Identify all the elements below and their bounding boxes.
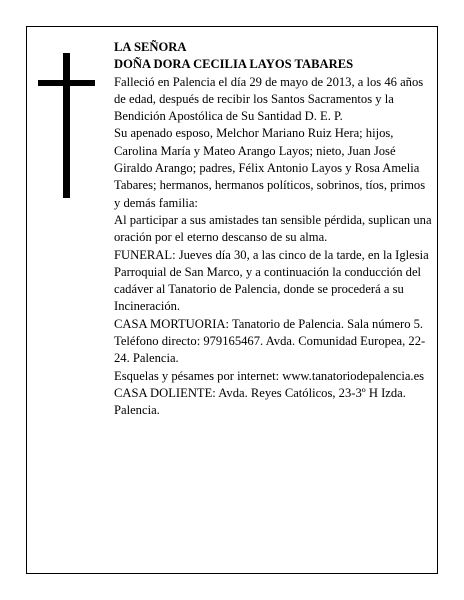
obituary-text xyxy=(114,39,432,420)
family-list: Su apenado esposo, Melchor Mariano Ruiz Hera; hijos, Carolina María y Mateo Arango Layos; nieto, Juan José Giraldo Arango; padres, Félix Antonio Layos y Rosa Amelia Tabares; hermanos, hermanos políticos, sobrinos, tíos, primos y demás familia: xyxy=(114,126,426,210)
death-announcement: Falleció en Palencia el día 29 de mayo de 2013, a los 46 años de edad, después de recibir los Santos Sacramentos y la Bendición Apostólica de Su Santidad D. E. P. xyxy=(114,74,424,124)
deceased-name: DOÑA DORA CECILIA LAYOS TABARES xyxy=(114,57,354,72)
funeral-details: FUNERAL: Jueves día 30, a las cinco de la tarde, en la Iglesia Parroquial de San Marco, y a continuación la conducción del cadáver al Tanatorio de Palencia, donde se procederá a su Incineración. xyxy=(114,247,429,314)
cross-horizontal-bar xyxy=(38,80,95,86)
mourning-house: CASA DOLIENTE: Avda. Reyes Católicos, 23-3º H Izda. Palencia. xyxy=(114,385,406,418)
notice-title: LA SEÑORA xyxy=(114,40,187,54)
internet-condolences: Esquelas y pésames por internet: www.tanatoriodepalencia.es xyxy=(114,368,425,383)
prayer-request: Al participar a sus amistades tan sensible pérdida, suplican una oración por el eterno descanso de su alma. xyxy=(114,212,432,245)
cross-vertical-bar xyxy=(63,53,70,198)
mortuary-details: CASA MORTUORIA: Tanatorio de Palencia. Sala número 5. Teléfono directo: 979165467. Avda. Comunidad Europea, 22-24. Palencia. xyxy=(114,316,426,366)
